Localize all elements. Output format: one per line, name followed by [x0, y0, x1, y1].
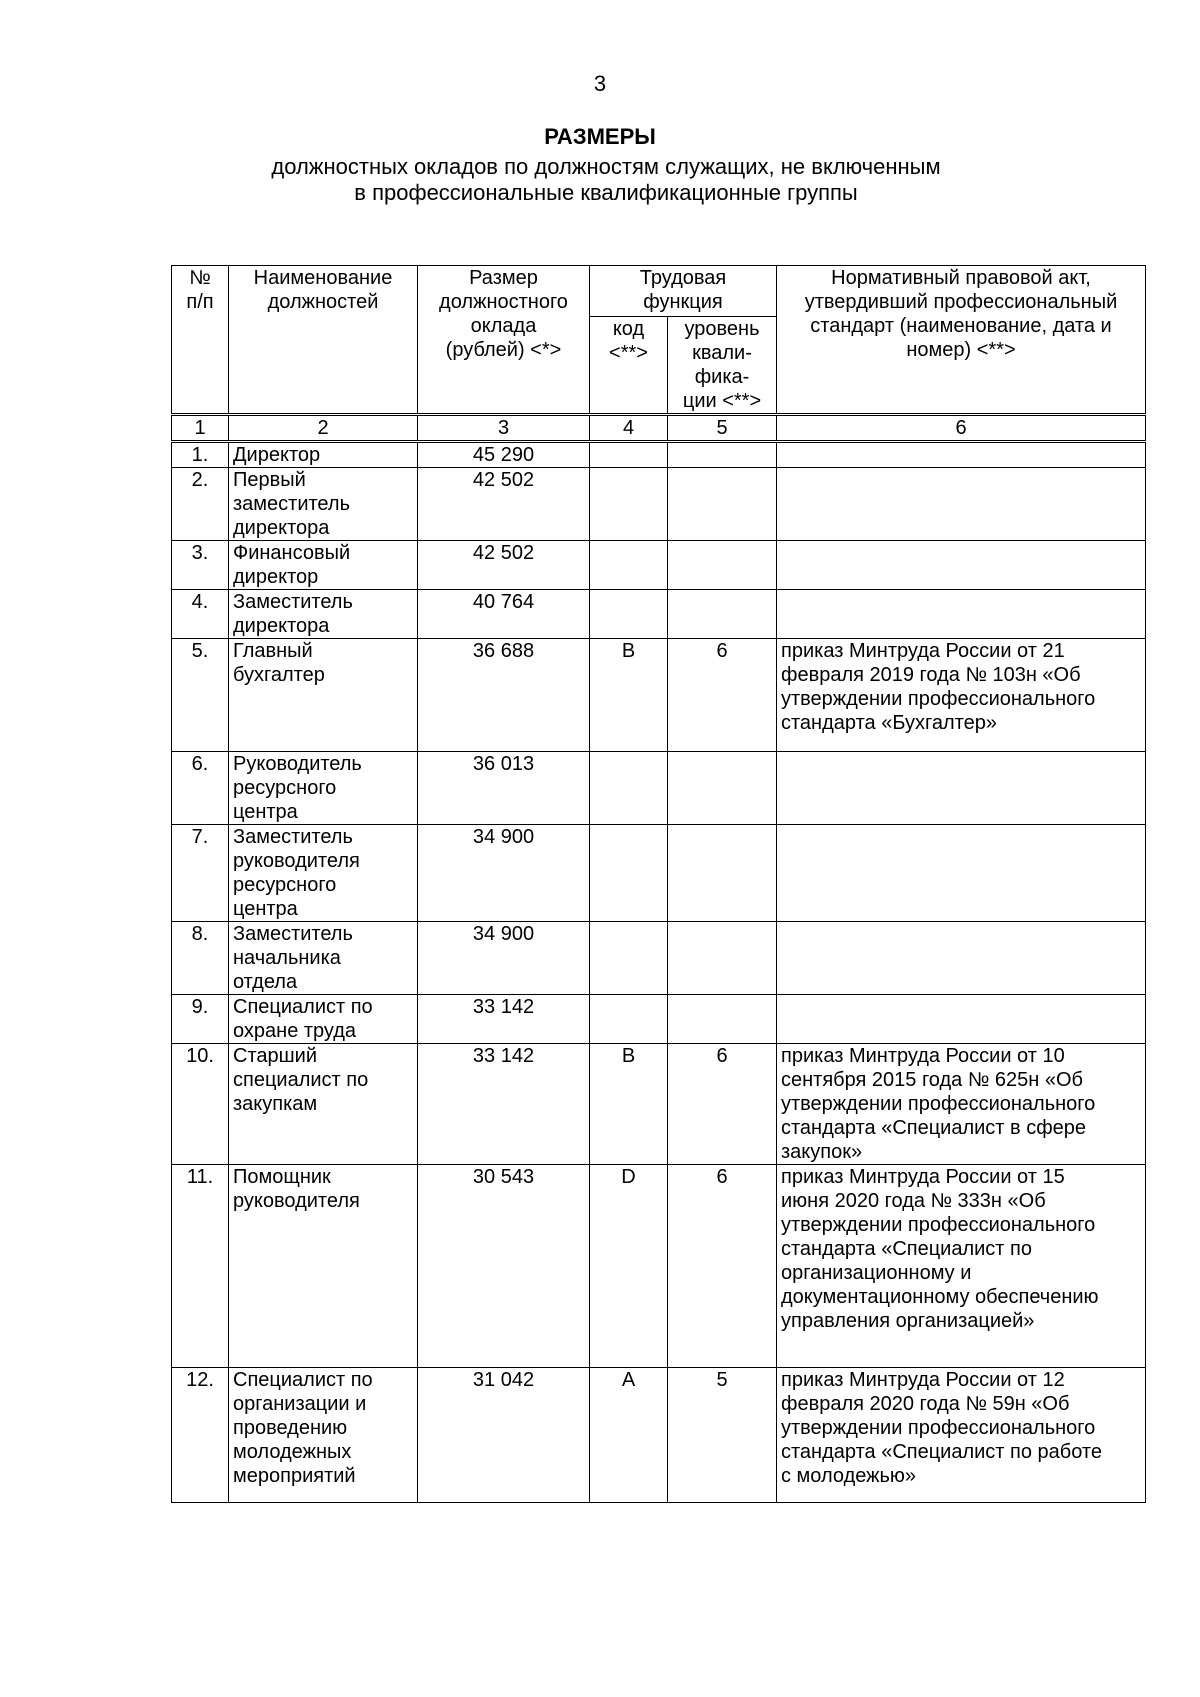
function-code [590, 442, 668, 468]
column-number: 2 [229, 415, 418, 442]
salary-amount: 31 042 [418, 1368, 590, 1503]
legal-act [777, 541, 1146, 590]
position-name [229, 1044, 418, 1165]
position-name-text: Директор [233, 444, 321, 466]
row-number: 2. [172, 468, 229, 541]
qualification-level [668, 468, 777, 541]
qualification-level [668, 752, 777, 825]
qualification-level [668, 590, 777, 639]
salary-amount: 42 502 [418, 541, 590, 590]
salary-amount: 33 142 [418, 995, 590, 1044]
row-number: 5. [172, 639, 229, 752]
column-number: 4 [590, 415, 668, 442]
salary-amount: 36 688 [418, 639, 590, 752]
legal-act-text: приказ Минтруда России от 12 февраля 2020 года № 59н «Об утверждении профессионального стандарта «Специалист по работе с молодежью» [781, 1369, 1102, 1487]
qualification-level [668, 922, 777, 995]
row-number: 6. [172, 752, 229, 825]
legal-act [777, 825, 1146, 922]
column-number: 6 [777, 415, 1146, 442]
subtitle-line-2: в профессиональные квалификационные группы [354, 180, 858, 205]
position-name [229, 1165, 418, 1368]
function-code: A [590, 1368, 668, 1503]
table-row [172, 995, 1146, 1044]
function-code [590, 995, 668, 1044]
column-number: 5 [668, 415, 777, 442]
row-number: 11. [172, 1165, 229, 1368]
qualification-level [668, 825, 777, 922]
function-code: B [590, 639, 668, 752]
legal-act-text: приказ Минтруда России от 21 февраля 2019 года № 103н «Об утверждении профессионального стандарта «Бухгалтер» [781, 640, 1096, 734]
position-name [229, 1368, 418, 1503]
row-number: 7. [172, 825, 229, 922]
header-num: № п/п [172, 266, 229, 415]
position-name-text: Первый заместитель директора [233, 469, 350, 539]
legal-act-text: приказ Минтруда России от 10 сентября 2015 года № 625н «Об утверждении профессионального стандарта «Специалист в сфере закупок» [781, 1045, 1096, 1163]
legal-act [777, 1165, 1146, 1368]
row-number: 3. [172, 541, 229, 590]
legal-act-text: приказ Минтруда России от 15 июня 2020 года № 333н «Об утверждении профессионального стандарта «Специалист по организационному и документационному обеспечению управления организацией» [781, 1166, 1099, 1332]
salary-amount: 42 502 [418, 468, 590, 541]
table-row [172, 468, 1146, 541]
position-name [229, 468, 418, 541]
position-name [229, 442, 418, 468]
position-name-text: Главный бухгалтер [233, 640, 325, 686]
page-number: 3 [593, 71, 607, 96]
function-code: D [590, 1165, 668, 1368]
legal-act [777, 442, 1146, 468]
header-labor-function: Трудовая функция [590, 266, 777, 317]
position-name [229, 590, 418, 639]
position-name-text: Заместитель директора [233, 591, 353, 637]
function-code [590, 590, 668, 639]
table-row [172, 639, 1146, 752]
row-number: 9. [172, 995, 229, 1044]
function-code [590, 468, 668, 541]
qualification-level: 6 [668, 639, 777, 752]
row-number: 4. [172, 590, 229, 639]
salary-amount: 33 142 [418, 1044, 590, 1165]
header-row-top [172, 266, 1146, 317]
qualification-level [668, 541, 777, 590]
qualification-level [668, 995, 777, 1044]
position-name [229, 639, 418, 752]
column-number-row [172, 415, 1146, 442]
function-code [590, 922, 668, 995]
table-row [172, 1368, 1146, 1503]
header-name: Наименование должностей [229, 266, 418, 415]
header-salary: Размер должностного оклада (рублей) <*> [418, 266, 590, 415]
table-row [172, 752, 1146, 825]
function-code [590, 752, 668, 825]
legal-act [777, 468, 1146, 541]
table-row [172, 442, 1146, 468]
table-row [172, 541, 1146, 590]
position-name-text: Финансовый директор [233, 542, 351, 588]
salary-amount: 45 290 [418, 442, 590, 468]
position-name [229, 922, 418, 995]
salary-amount: 30 543 [418, 1165, 590, 1368]
position-name [229, 995, 418, 1044]
legal-act [777, 639, 1146, 752]
position-name-text: Специалист по охране труда [233, 996, 373, 1042]
legal-act [777, 995, 1146, 1044]
legal-act [777, 752, 1146, 825]
row-number: 10. [172, 1044, 229, 1165]
position-name-text: Специалист по организации и проведению молодежных мероприятий [233, 1369, 373, 1487]
qualification-level [668, 442, 777, 468]
row-number: 12. [172, 1368, 229, 1503]
function-code [590, 541, 668, 590]
row-number: 8. [172, 922, 229, 995]
position-name-text: Руководитель ресурсного центра [233, 753, 362, 823]
position-name [229, 752, 418, 825]
legal-act [777, 1368, 1146, 1503]
table-row [172, 922, 1146, 995]
table-row [172, 1044, 1146, 1165]
position-name-text: Заместитель начальника отдела [233, 923, 353, 993]
salary-amount: 40 764 [418, 590, 590, 639]
position-name-text: Заместитель руководителя ресурсного центра [233, 826, 360, 920]
salary-table [171, 265, 1146, 1503]
salary-amount: 36 013 [418, 752, 590, 825]
row-number: 1. [172, 442, 229, 468]
position-name-text: Старший специалист по закупкам [233, 1045, 369, 1115]
qualification-level: 5 [668, 1368, 777, 1503]
column-number: 1 [172, 415, 229, 442]
header-code: код <**> [590, 317, 668, 415]
document-title: РАЗМЕРЫ [544, 124, 656, 149]
document-subtitle [0, 154, 1200, 206]
salary-amount: 34 900 [418, 922, 590, 995]
position-name [229, 541, 418, 590]
qualification-level: 6 [668, 1044, 777, 1165]
function-code [590, 825, 668, 922]
position-name-text: Помощник руководителя [233, 1166, 360, 1212]
legal-act [777, 590, 1146, 639]
qualification-level: 6 [668, 1165, 777, 1368]
subtitle-line-1: должностных окладов по должностям служащих, не включенным [271, 154, 941, 179]
table-row [172, 1165, 1146, 1368]
legal-act [777, 922, 1146, 995]
header-level: уровень квали-фика-ции <**> [668, 317, 777, 415]
table-row [172, 825, 1146, 922]
function-code: B [590, 1044, 668, 1165]
salary-amount: 34 900 [418, 825, 590, 922]
legal-act [777, 1044, 1146, 1165]
table-row [172, 590, 1146, 639]
header-act: Нормативный правовой акт, утвердивший профессиональный стандарт (наименование, дата и номер) <**> [777, 266, 1146, 415]
position-name [229, 825, 418, 922]
column-number: 3 [418, 415, 590, 442]
